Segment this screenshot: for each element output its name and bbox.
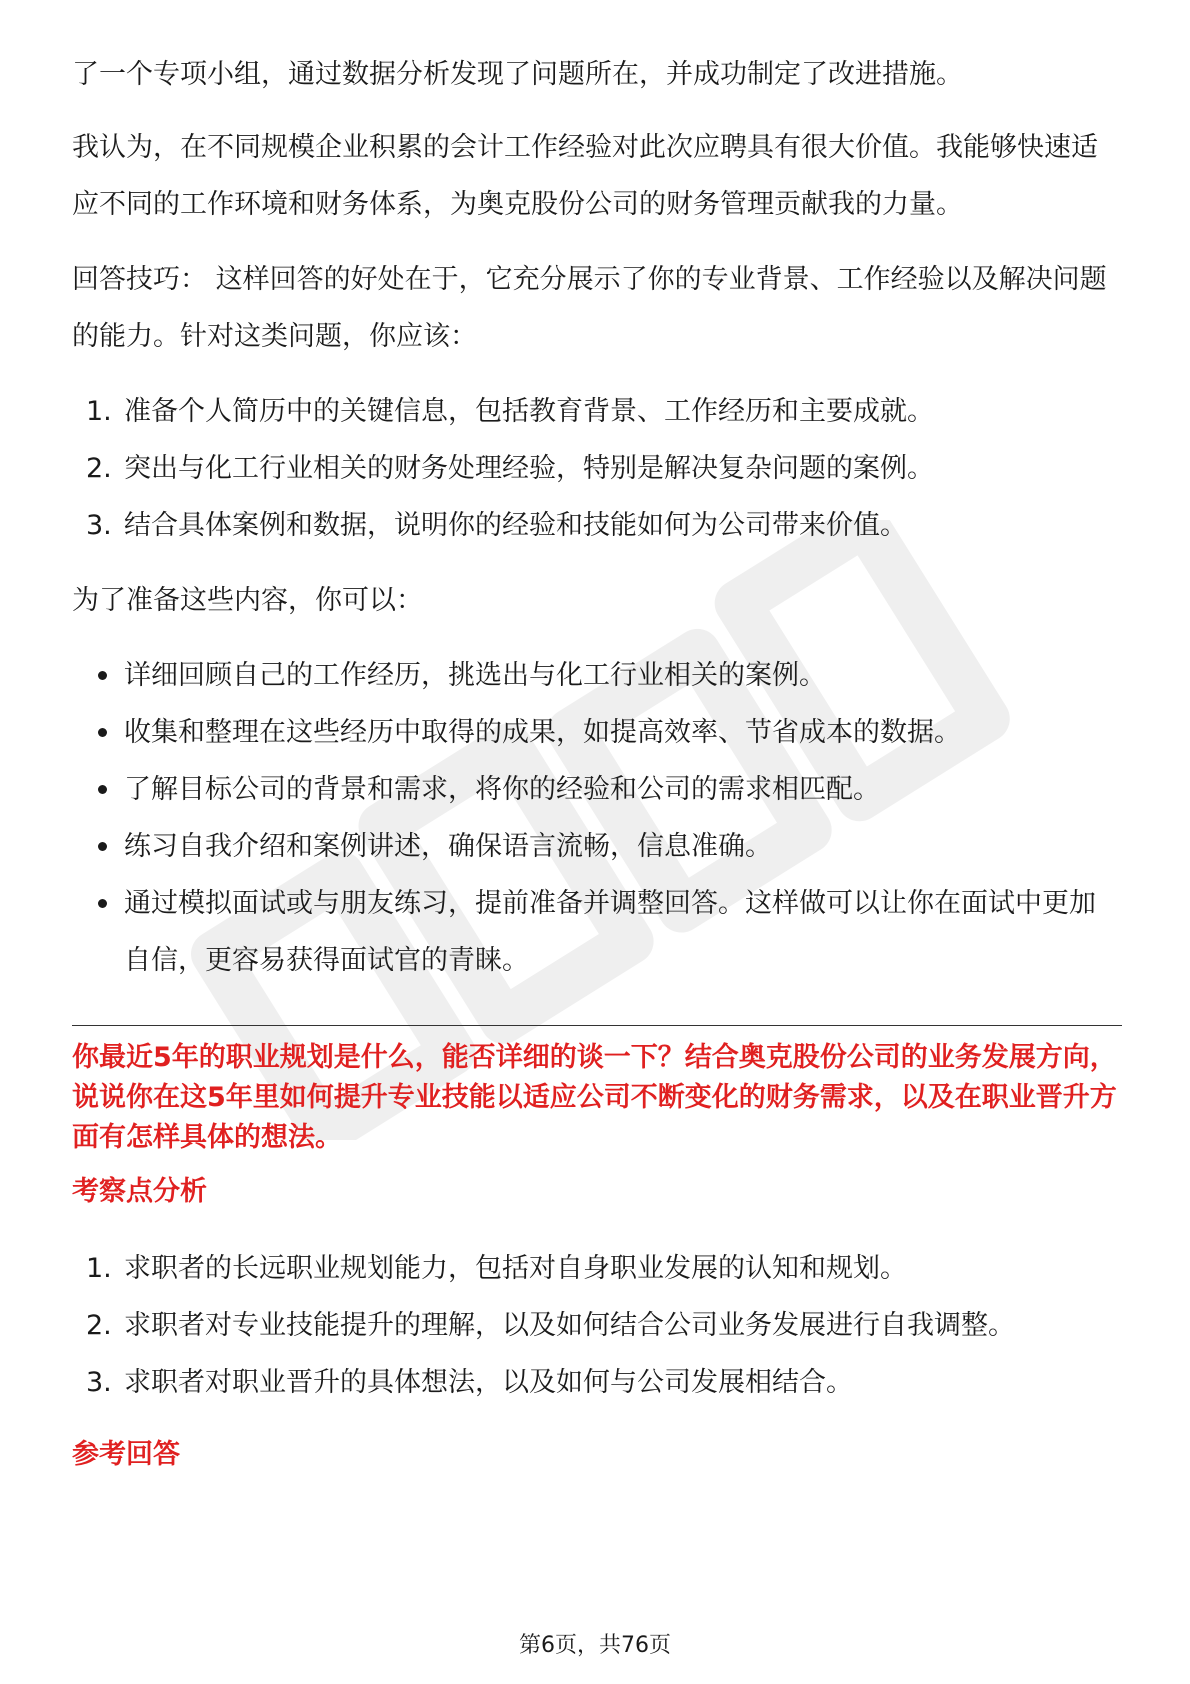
list-number: 2. xyxy=(86,453,112,484)
paragraph-experience-value: 我认为，在不同规模企业积累的会计工作经验对此次应聘具有很大价值。我能够快速适应不同的工作环境和财务体系，为奥克股份公司的财务管理贡献我的力量。 xyxy=(72,132,1098,220)
bullet-icon xyxy=(98,728,107,737)
list-number: 1. xyxy=(86,396,112,427)
list-item-text: 结合具体案例和数据，说明你的经验和技能如何为公司带来价值。 xyxy=(124,510,907,541)
page-number: 第6页，共76页 xyxy=(519,1633,671,1658)
paragraph-answer-tips: 回答技巧： 这样回答的好处在于，它充分展示了你的专业背景、工作经验以及解决问题的能力。针对这类问题，你应该： xyxy=(72,264,1107,352)
bullet-icon xyxy=(98,785,107,794)
section-divider xyxy=(72,1025,1122,1026)
preparation-list-item xyxy=(72,704,1122,761)
preparation-list-item xyxy=(72,647,1122,704)
list-item-text: 详细回顾自己的工作经历，挑选出与化工行业相关的案例。 xyxy=(124,660,826,691)
preparation-list-item xyxy=(72,875,1122,989)
preparation-list-item xyxy=(72,761,1122,818)
analysis-heading: 考察点分析 xyxy=(72,1176,207,1207)
list-item-text: 求职者的长远职业规划能力，包括对自身职业发展的认知和规划。 xyxy=(124,1253,907,1284)
bullet-icon xyxy=(98,842,107,851)
content-area xyxy=(72,46,1122,1503)
bullet-icon xyxy=(98,671,107,680)
tips-list-item xyxy=(72,497,1122,554)
tips-list-item xyxy=(72,383,1122,440)
analysis-list-item xyxy=(72,1240,1122,1297)
interview-question: 你最近5年的职业规划是什么，能否详细的谈一下？结合奥克股份公司的业务发展方向，说说你在这5年里如何提升专业技能以适应公司不断变化的财务需求，以及在职业晋升方面有怎样具体的想法。 xyxy=(72,1042,1117,1153)
list-number: 3. xyxy=(86,510,112,541)
list-item-text: 求职者对专业技能提升的理解，以及如何结合公司业务发展进行自我调整。 xyxy=(124,1310,1015,1341)
paragraph-continuation: 了一个专项小组，通过数据分析发现了问题所在，并成功制定了改进措施。 xyxy=(72,59,963,90)
paragraph-preparation: 为了准备这些内容，你可以： xyxy=(72,585,423,616)
analysis-list xyxy=(72,1240,1122,1411)
list-item-text: 了解目标公司的背景和需求，将你的经验和公司的需求相匹配。 xyxy=(124,774,880,805)
list-item-text: 突出与化工行业相关的财务处理经验，特别是解决复杂问题的案例。 xyxy=(124,453,934,484)
list-number: 1. xyxy=(86,1253,112,1284)
bullet-icon xyxy=(98,899,107,908)
analysis-list-item xyxy=(72,1297,1122,1354)
tips-list xyxy=(72,383,1122,554)
tips-list-item xyxy=(72,440,1122,497)
list-item-text: 通过模拟面试或与朋友练习，提前准备并调整回答。这样做可以让你在面试中更加自信，更容易获得面试官的青睐。 xyxy=(124,888,1096,976)
list-item-text: 收集和整理在这些经历中取得的成果，如提高效率、节省成本的数据。 xyxy=(124,717,961,748)
preparation-list-item xyxy=(72,818,1122,875)
list-number: 2. xyxy=(86,1310,112,1341)
reference-answer-heading: 参考回答 xyxy=(72,1439,180,1470)
list-number: 3. xyxy=(86,1367,112,1398)
list-item-text: 练习自我介绍和案例讲述，确保语言流畅，信息准确。 xyxy=(124,831,772,862)
preparation-list xyxy=(72,647,1122,989)
list-item-text: 求职者对职业晋升的具体想法，以及如何与公司发展相结合。 xyxy=(124,1367,853,1398)
list-item-text: 准备个人简历中的关键信息，包括教育背景、工作经历和主要成就。 xyxy=(124,396,934,427)
analysis-list-item xyxy=(72,1354,1122,1411)
